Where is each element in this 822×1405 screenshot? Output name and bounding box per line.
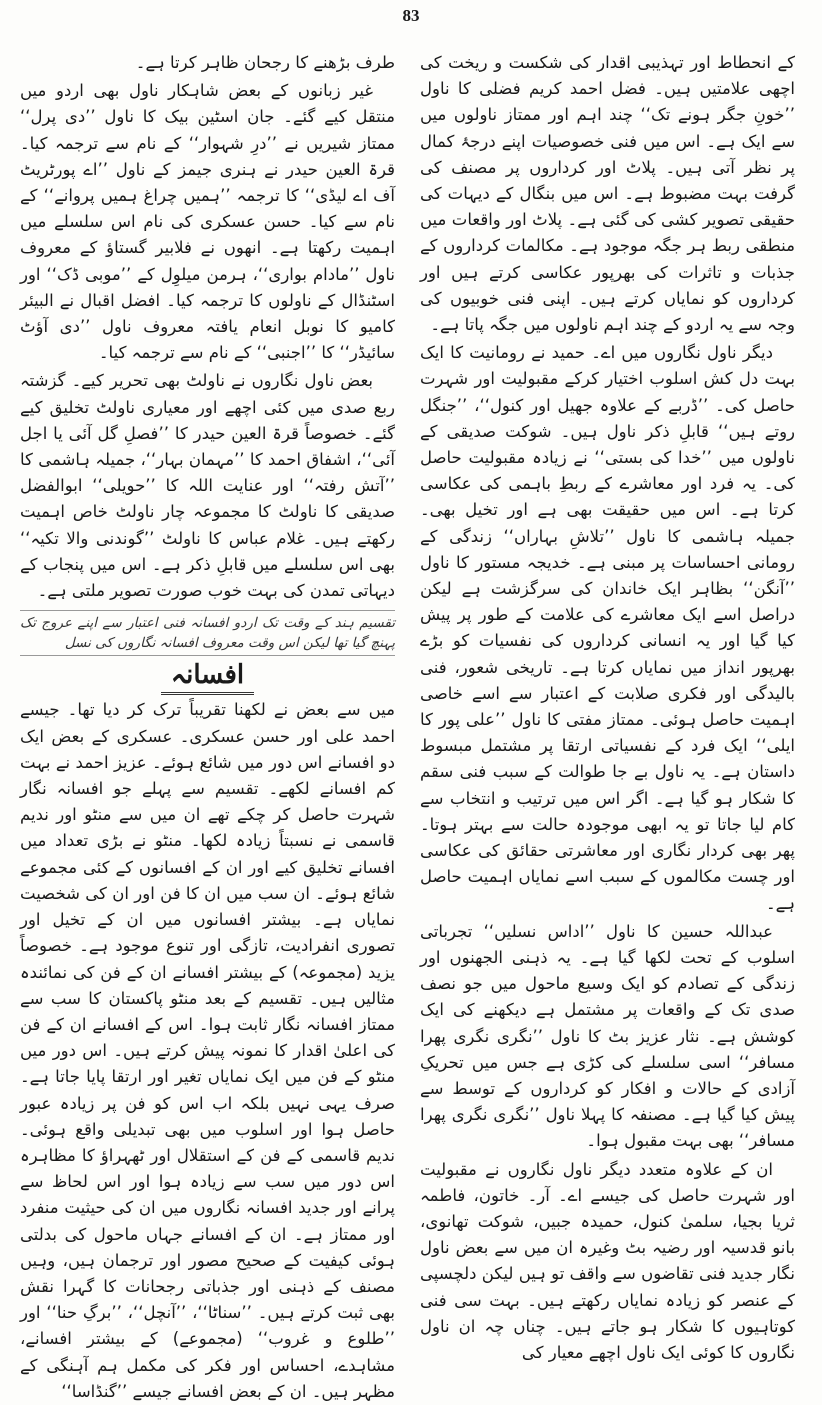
section-intro-note: تقسیم ہند کے وقت تک اردو افسانہ فنی اعتبار سے اپنے عروج تک پہنچ گیا تھا لیکن اس وقت معروف افسانہ نگاروں کی نسل — [20, 610, 395, 656]
paragraph: دیگر ناول نگاروں میں اے۔ حمید نے رومانیت کا ایک بہت دل کش اسلوب اختیار کرکے مقبولیت اور شہرت حاصل کی۔ ’’ڈربے کے علاوہ جھیل اور کنول‘‘، ’’جنگل روتے ہیں‘‘ قابلِ ذکر ناول ہیں۔ شوکت صدیقی کے ناولوں میں ’’خدا کی بستی‘‘ نے زیادہ مقبولیت حاصل کی۔ یہ فرد اور معاشرے کے ربطِ باہمی کی عکاسی کرتا ہے۔ اس میں حقیقت بھی ہے اور تخیل بھی۔ جمیلہ ہاشمی کا ناول ’’تلاشِ بہاراں‘‘ زندگی کے رومانی احساسات پر مبنی ہے۔ خدیجہ مستور کا ناول ’’آنگن‘‘ بظاہر ایک خاندان کی سرگزشت ہے لیکن دراصل اسے ایک معاشرے کی علامت کے طور پر پیش کیا گیا اور یہ انسانی کرداروں کی نفسیات کو بڑے بھرپور انداز میں نمایاں کرتا ہے۔ تاریخی شعور، فنی بالیدگی اور فکری صلابت کے اعتبار سے اسے خاصی اہمیت حاصل ہوئی۔ ممتاز مفتی کا ناول ’’علی پور کا ایلی‘‘ ایک فرد کے نفسیاتی ارتقا پر مشتمل مبسوط داستان ہے۔ یہ ناول بے جا طوالت کے سبب فنی سقم کا شکار ہو گیا ہے۔ اگر اس میں ترتیب و انتخاب سے کام لیا جاتا تو یہ ابھی موجودہ حالت سے بہتر ہوتا۔ پھر بھی کردار نگاری اور معاشرتی حقائق کی عکاسی اور چست مکالموں کے سبب اسے نمایاں اہمیت حاصل ہے۔ — [420, 343, 795, 913]
paragraph: طرف بڑھنے کا رجحان ظاہر کرتا ہے۔ — [135, 53, 395, 72]
paragraph: بعض ناول نگاروں نے ناولٹ بھی تحریر کیے۔ گزشتہ ربع صدی میں کئی اچھے اور معیاری ناولٹ تخلیق کیے گئے۔ خصوصاً قرۃ العین حیدر کا ’’فصلِ گل آئی یا اجل آئی‘‘، اشفاق احمد کا ’’مہمان بہار‘‘، جمیلہ ہاشمی کا ’’آتش رفتہ‘‘ اور عنایت اللہ کا ’’حویلی‘‘ ابوالفضل صدیقی کا ناولٹ کا مجموعہ چار ناولٹ خاص اہمیت رکھتے ہیں۔ غلام عباس کا ناولٹ ’’گوندنی والا تکیہ‘‘ بھی اس سلسلے میں قابلِ ذکر ہے۔ اس میں پنجاب کے دیہاتی تمدن کی بہت خوب صورت تصویر ملتی ہے۔ — [20, 371, 395, 601]
section-heading-text: افسانہ — [161, 660, 254, 695]
right-column — [420, 50, 795, 1362]
paragraph: ان کے علاوہ متعدد دیگر ناول نگاروں نے مقبولیت اور شہرت حاصل کی جیسے اے۔ آر۔ خاتون، فاطمہ ثریا بجیا، سلمیٰ کنول، حمیدہ جبیں، شوکت تھانوی، بانو قدسیہ اور رضیہ بٹ وغیرہ ان میں سے بعض ناول نگار جدید فنی تقاضوں سے واقف تو ہیں لیکن دلچسپی کے عنصر کو زیادہ نمایاں رکھتے ہیں۔ بہت سی فنی کوتاہیوں کا شکار ہو جاتے ہیں۔ چناں چہ ان ناول نگاروں کا کوئی ایک ناول اچھے معیار کی — [420, 1159, 795, 1362]
left-column — [20, 50, 395, 1401]
section-heading — [20, 662, 395, 691]
page-number: 83 — [402, 6, 420, 25]
paragraph: کے انحطاط اور تہذیبی اقدار کی شکست و ریخت کی اچھی علامتیں ہیں۔ فضل احمد کریم فضلی کا ناول ’’خونِ جگر ہونے تک‘‘ چند اہم اور ممتاز ناولوں میں سے ایک ہے۔ اس میں فنی خصوصیات اپنے درجۂ کمال پر نظر آتی ہیں۔ پلاٹ اور کرداروں پر مصنف کی گرفت بہت مضبوط ہے۔ اس میں بنگال کے دیہات کی حقیقی تصویر کشی کی گئی ہے۔ پلاٹ اور واقعات میں منطقی ربط ہر جگہ موجود ہے۔ مکالمات کرداروں کے جذبات و تاثرات کی بھرپور عکاسی کرتے ہیں اور کرداروں کو نمایاں کرتے ہیں۔ اپنی فنی خوبیوں کی وجہ سے یہ اردو کے چند اہم ناولوں میں جگہ پاتا ہے۔ — [420, 53, 795, 335]
paragraph: غیر زبانوں کے بعض شاہکار ناول بھی اردو میں منتقل کیے گئے۔ جان اسٹین بیک کا ناول ’’دی پرل‘‘ ممتاز شیریں نے ’’درِ شہوار‘‘ کے نام سے ترجمہ کیا۔ قرۃ العین حیدر نے ہنری جیمز کے ناول ’’اے پورٹریٹ آف اے لیڈی‘‘ کا ترجمہ ’’ہمیں چراغ ہمیں پروانے‘‘ کے نام سے کیا۔ حسن عسکری کی نام اس سلسلے میں اہمیت رکھتا ہے۔ انھوں نے فلابیر گستاؤ کے معروف ناول ’’مادام بواری‘‘، ہرمن میلوِل کے ’’موبی ڈک‘‘ اور اسٹنڈال کے ناولوں کا ترجمہ کیا۔ افضل اقبال نے البیئر کامیو کا نوبل انعام یافتہ معروف ناول ’’دی آؤٹ سائیڈر‘‘ کا ’’اجنبی‘‘ کے نام سے ترجمہ کیا۔ — [20, 81, 395, 363]
paragraph: میں سے بعض نے لکھنا تقریباً ترک کر دیا تھا۔ جیسے احمد علی اور حسن عسکری۔ عسکری کے بعض ایک دو افسانے اس دور میں شائع ہوئے۔ عزیز احمد نے بہت کم افسانے لکھے۔ تقسیم سے پہلے جو افسانہ نگار شہرت حاصل کر چکے تھے ان میں سے منٹو اور ندیم قاسمی نے نسبتاً زیادہ لکھا۔ منٹو نے بڑی تعداد میں افسانے تخلیق کیے اور ان کے افسانوں کے کئی مجموعے شائع ہوئے۔ ان سب میں ان کا فن اور ان کی شخصیت نمایاں ہے۔ بیشتر افسانوں میں ان کے تخیل اور تصوری انفرادیت، تازگی اور تنوع موجود ہے۔ خصوصاً یزید (مجموعہ) کے بیشتر افسانے ان کے فن کی نمائندہ مثالیں ہیں۔ تقسیم کے بعد منٹو پاکستان کا سب سے ممتاز افسانہ نگار ثابت ہوا۔ اس کے افسانے ان کے فن کی اعلیٰ اقدار کا نمونہ پیش کرتے ہیں۔ اس دور میں منٹو کے فن میں ایک نمایاں تغیر اور ارتقا پایا جاتا ہے۔ صرف یہی نہیں بلکہ اب اس کو فن پر زیادہ عبور حاصل ہوا اور اسلوب میں بھی تبدیلی واقع ہوئی۔ ندیم قاسمی کے فن کے استقلال اور ٹھہراؤ کا مظاہرہ اس دور میں سب سے زیادہ ہوا اور اس لحاظ سے پرانے اور جدید افسانہ نگاروں میں ان کی حیثیت منفرد اور ممتاز ہے۔ ان کے افسانے جہاں ماحول کی بدلتی ہوئی کیفیت کے صحیح مصور اور ترجمان ہیں، وہیں مصنف کے ذہنی اور جذباتی رجحانات کا گہرا نقش بھی ثبت کرتے ہیں۔ ’’سناٹا‘‘، ’’آنچل‘‘، ’’برگِ حنا‘‘ اور ’’طلوع و غروب‘‘ (مجموعے) کے بیشتر افسانے، مشاہدے، احساس اور فکر کی مکمل ہم آہنگی کے مظہر ہیں۔ ان کے بعض افسانے جیسے ’’گنڈاسا‘‘ — [20, 700, 395, 1401]
paragraph: عبداللہ حسین کا ناول ’’اداس نسلیں‘‘ تجرباتی اسلوب کے تحت لکھا گیا ہے۔ یہ ذہنی الجھنوں اور زندگی کے تصادم کو ایک وسیع ماحول میں جو نصف صدی تک کے واقعات پر مشتمل ہے دیکھنے کی ایک کوشش ہے۔ نثار عزیز بٹ کا ناول ’’نگری نگری پھرا مسافر‘‘ اسی سلسلے کی کڑی ہے جس میں تحریکِ آزادی کے حالات و افکار کو کرداروں کے توسط سے پیش کیا گیا ہے۔ مصنفہ کا پہلا ناول ’’نگری نگری پھرا مسافر‘‘ بھی بہت مقبول ہوا۔ — [420, 921, 795, 1151]
